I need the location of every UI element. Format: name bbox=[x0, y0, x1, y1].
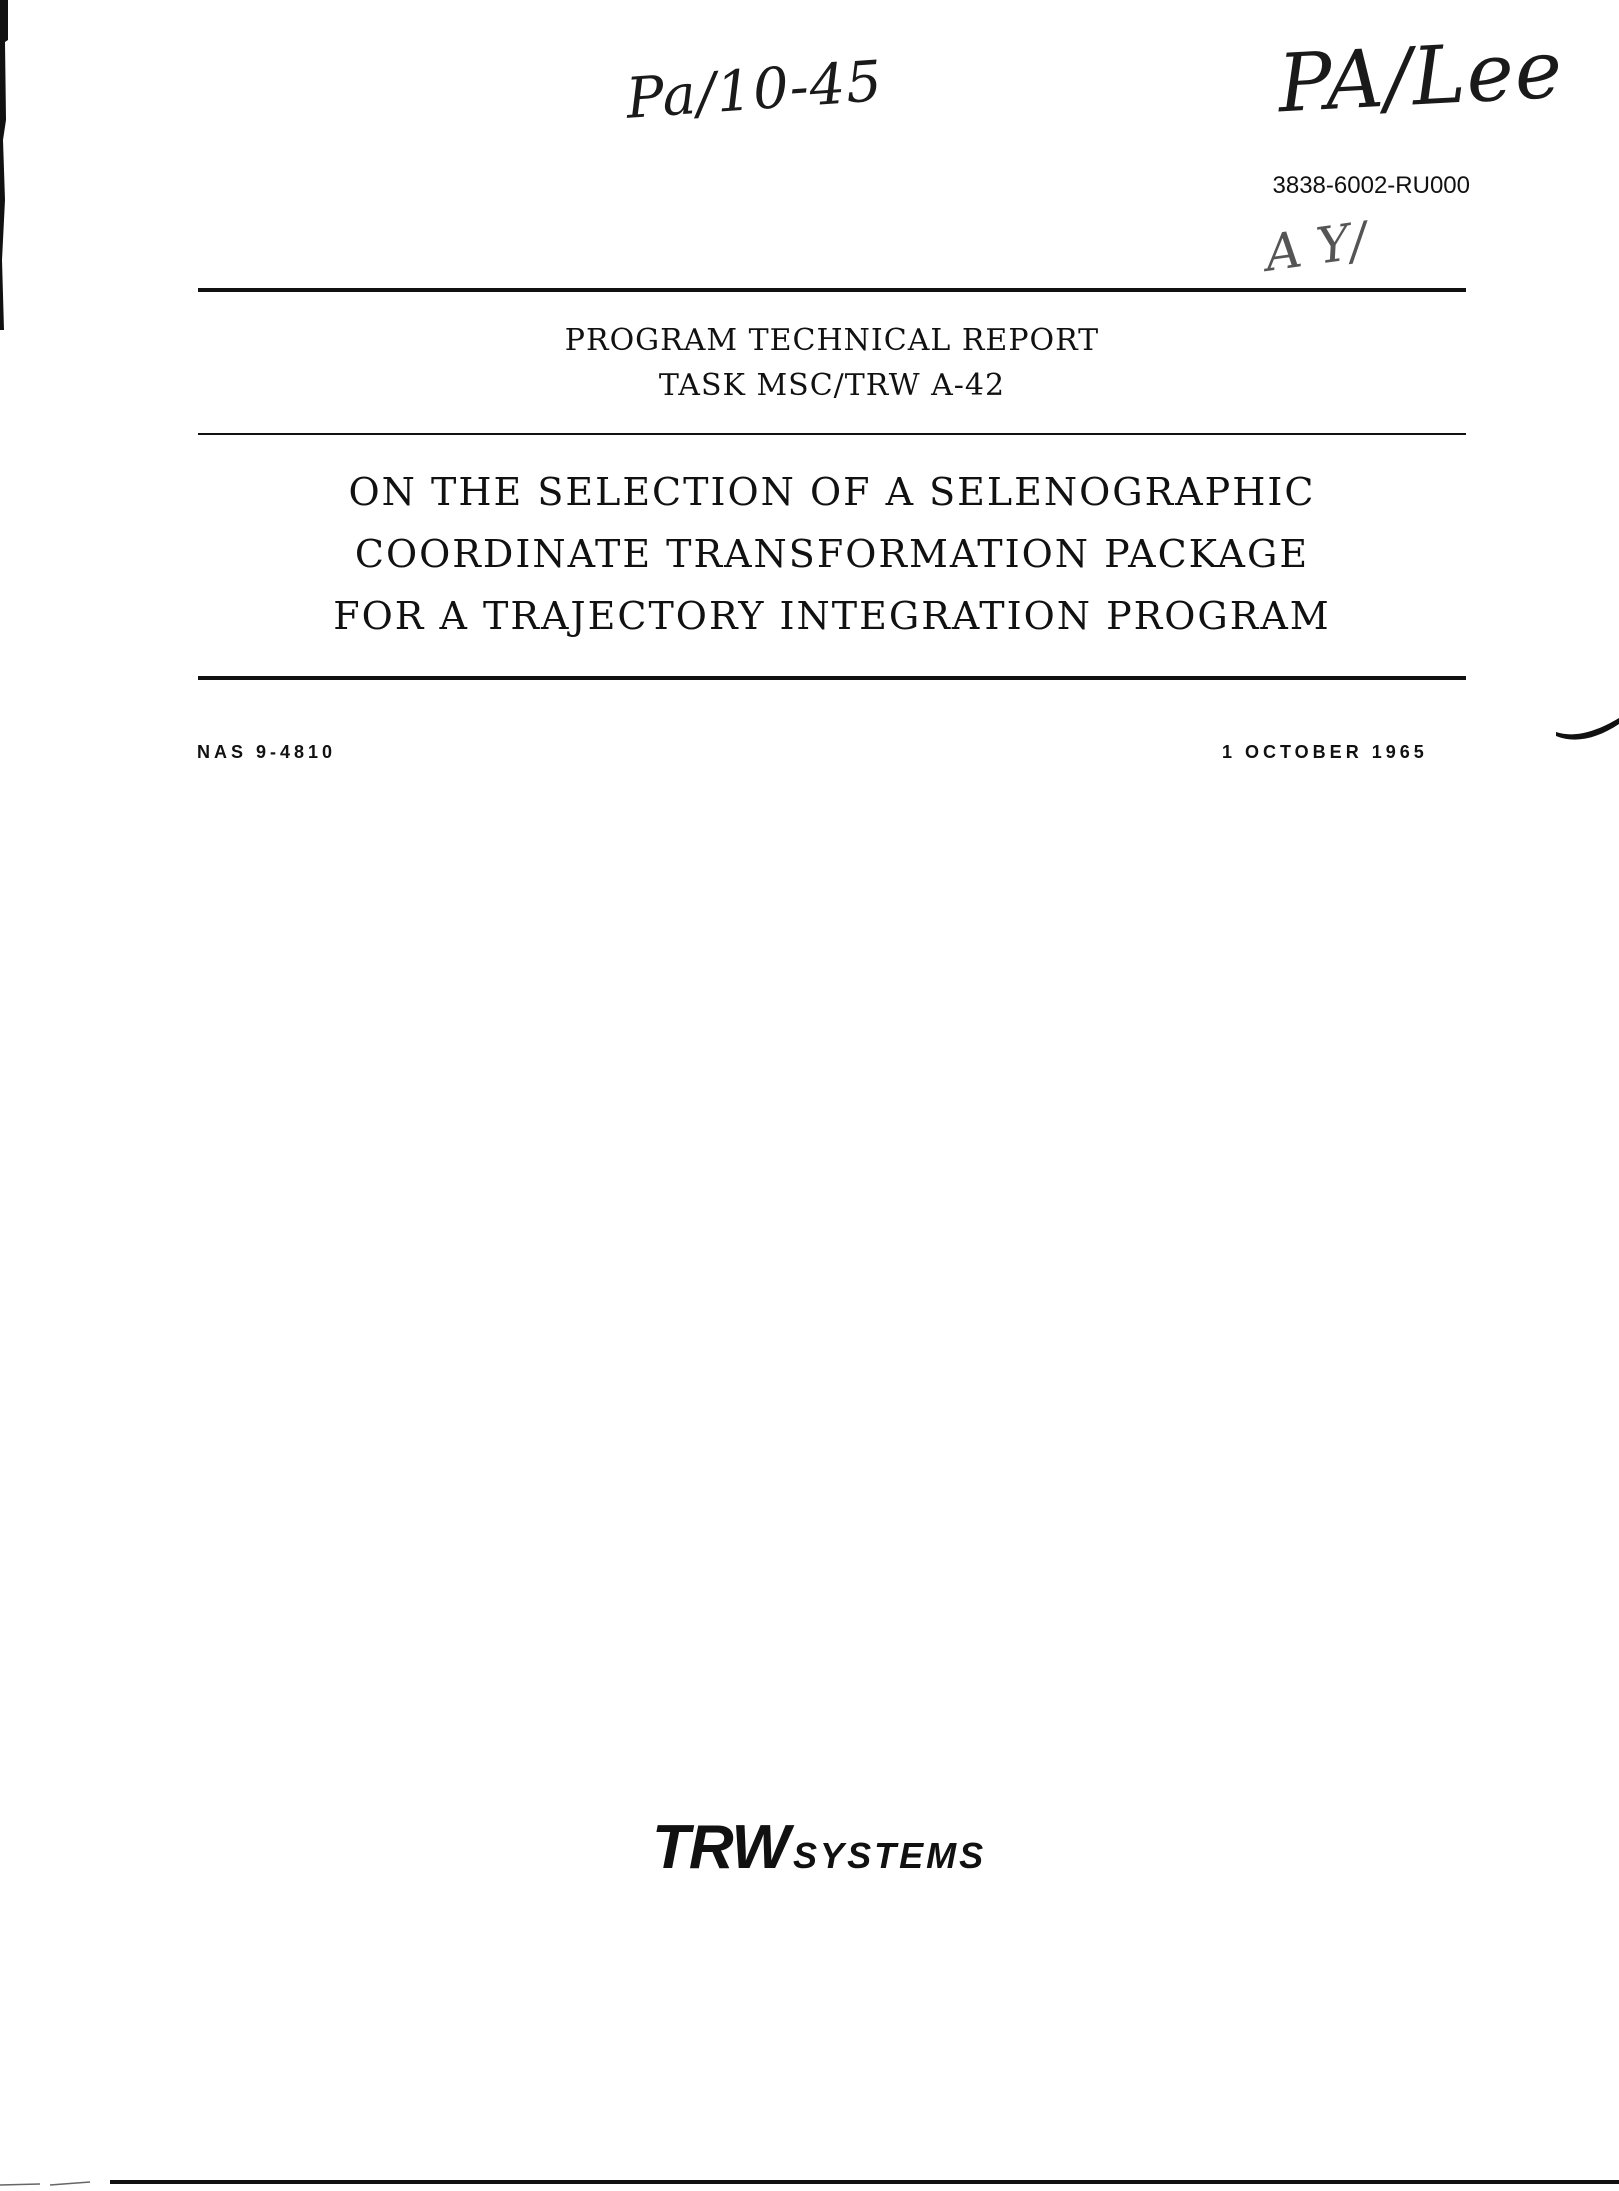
scan-edge-mark bbox=[0, 2175, 1619, 2191]
handwritten-annotation-left: Pa/10-45 bbox=[624, 49, 885, 132]
report-title-line: COORDINATE TRANSFORMATION PACKAGE bbox=[354, 532, 1310, 576]
report-title-line: FOR A TRAJECTORY INTEGRATION PROGRAM bbox=[333, 594, 1331, 638]
contract-number: NAS 9-4810 bbox=[197, 742, 337, 762]
header-rule-top bbox=[198, 288, 1466, 292]
header-rule-middle bbox=[198, 433, 1466, 435]
header-rule-bottom bbox=[198, 676, 1466, 680]
scan-edge-mark bbox=[1556, 712, 1619, 752]
handwritten-scrawl: A Y/ bbox=[1261, 211, 1371, 283]
trw-systems-logo bbox=[652, 1812, 986, 1883]
document-number: 3838-6002-RU000 bbox=[1272, 172, 1470, 199]
report-date: 1 OCTOBER 1965 bbox=[1222, 742, 1428, 762]
task-id: TASK MSC/TRW A-42 bbox=[658, 368, 1006, 403]
scan-edge-mark bbox=[0, 0, 10, 330]
report-type: PROGRAM TECHNICAL REPORT bbox=[564, 323, 1100, 358]
logo-brand: TRW bbox=[652, 1813, 790, 1882]
logo-division: SYSTEMS bbox=[793, 1835, 987, 1876]
report-title-line: ON THE SELECTION OF A SELENOGRAPHIC bbox=[348, 470, 1316, 514]
handwritten-annotation-right: PA/Lee bbox=[1275, 22, 1566, 131]
